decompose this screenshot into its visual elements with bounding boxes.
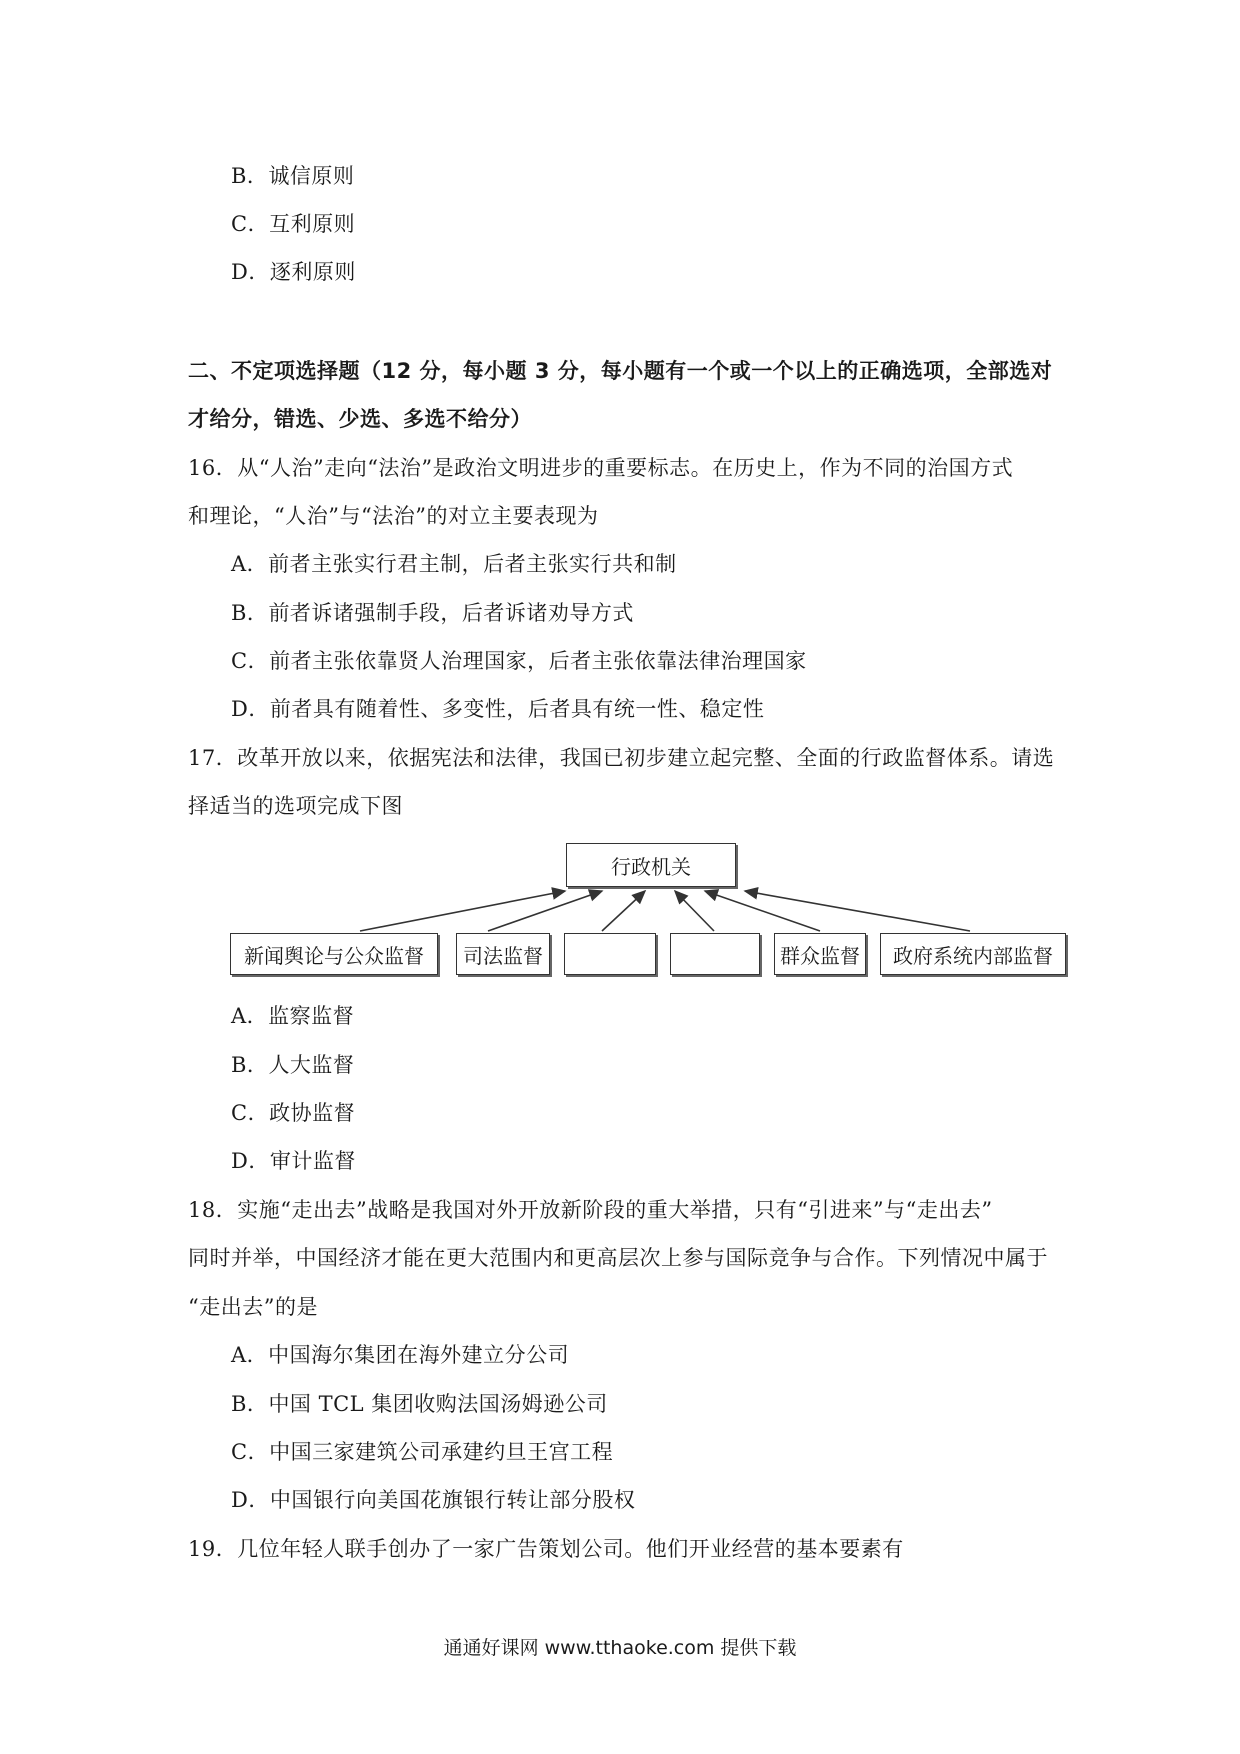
q18-option-c: C．中国三家建筑公司承建约旦王宫工程 [231,1440,614,1464]
q15-option-d: D．逐利原则 [231,260,356,284]
q16-option-c: C．前者主张依靠贤人治理国家，后者主张依靠法律治理国家 [231,649,807,673]
q17-option-c: C．政协监督 [231,1101,356,1125]
diagram-node-judicial: 司法监督 [456,933,550,975]
q16-option-a: A．前者主张实行君主制，后者主张实行共和制 [231,552,677,576]
supervision-diagram [230,843,1070,975]
arrow-6 [745,891,970,931]
q18-option-a: A．中国海尔集团在海外建立分公司 [231,1343,570,1367]
q15-option-c: C．互利原则 [231,212,356,236]
q18-option-d: D．中国银行向美国花旗银行转让部分股权 [231,1488,636,1512]
q17-option-a: A．监察监督 [231,1004,355,1028]
q18-stem-line3: “走出去”的是 [188,1295,318,1319]
q16-stem-line1: 16．从“人治”走向“法治”是政治文明进步的重要标志。在历史上，作为不同的治国方式 [188,456,1014,480]
q17-option-d: D．审计监督 [231,1149,356,1173]
q17-option-b: B．人大监督 [231,1053,355,1077]
q16-option-b: B．前者诉诸强制手段，后者诉诸劝导方式 [231,601,634,625]
section-heading-line1: 二、不定项选择题（12 分，每小题 3 分，每小题有一个或一个以上的正确选项，全部选对 [188,359,1053,383]
q17-stem-line2: 择适当的选项完成下图 [188,794,403,818]
page-footer: 通通好课网 www.tthaoke.com 提供下载 [443,1637,797,1659]
q15-option-b: B．诚信原则 [231,164,355,188]
arrow-1 [360,891,565,931]
q18-stem-line2: 同时并举，中国经济才能在更大范围内和更高层次上参与国际竞争与合作。下列情况中属于 [188,1246,1048,1270]
arrow-2 [488,891,602,931]
arrow-4 [675,891,714,931]
q17-stem-line1: 17．改革开放以来，依据宪法和法律，我国已初步建立起完整、全面的行政监督体系。请选 [188,746,1055,770]
q16-stem-line2: 和理论，“人治”与“法治”的对立主要表现为 [188,504,599,528]
section-heading-line2: 才给分，错选、少选、多选不给分） [188,407,532,431]
q16-option-d: D．前者具有随着性、多变性，后者具有统一性、稳定性 [231,697,765,721]
executive-organ-box: 行政机关 [566,843,736,887]
q18-option-b: B．中国 TCL 集团收购法国汤姆逊公司 [231,1392,608,1416]
arrow-3 [602,891,645,931]
diagram-node-blank-1 [564,933,656,975]
diagram-node-media-public: 新闻舆论与公众监督 [230,933,438,975]
arrow-5 [705,891,820,931]
diagram-node-masses: 群众监督 [774,933,866,975]
diagram-node-internal: 政府系统内部监督 [880,933,1066,975]
diagram-node-blank-2 [670,933,760,975]
q19-stem-line1: 19．几位年轻人联手创办了一家广告策划公司。他们开业经营的基本要素有 [188,1537,904,1561]
q18-stem-line1: 18．实施“走出去”战略是我国对外开放新阶段的重大举措，只有“引进来”与“走出去” [188,1198,993,1222]
